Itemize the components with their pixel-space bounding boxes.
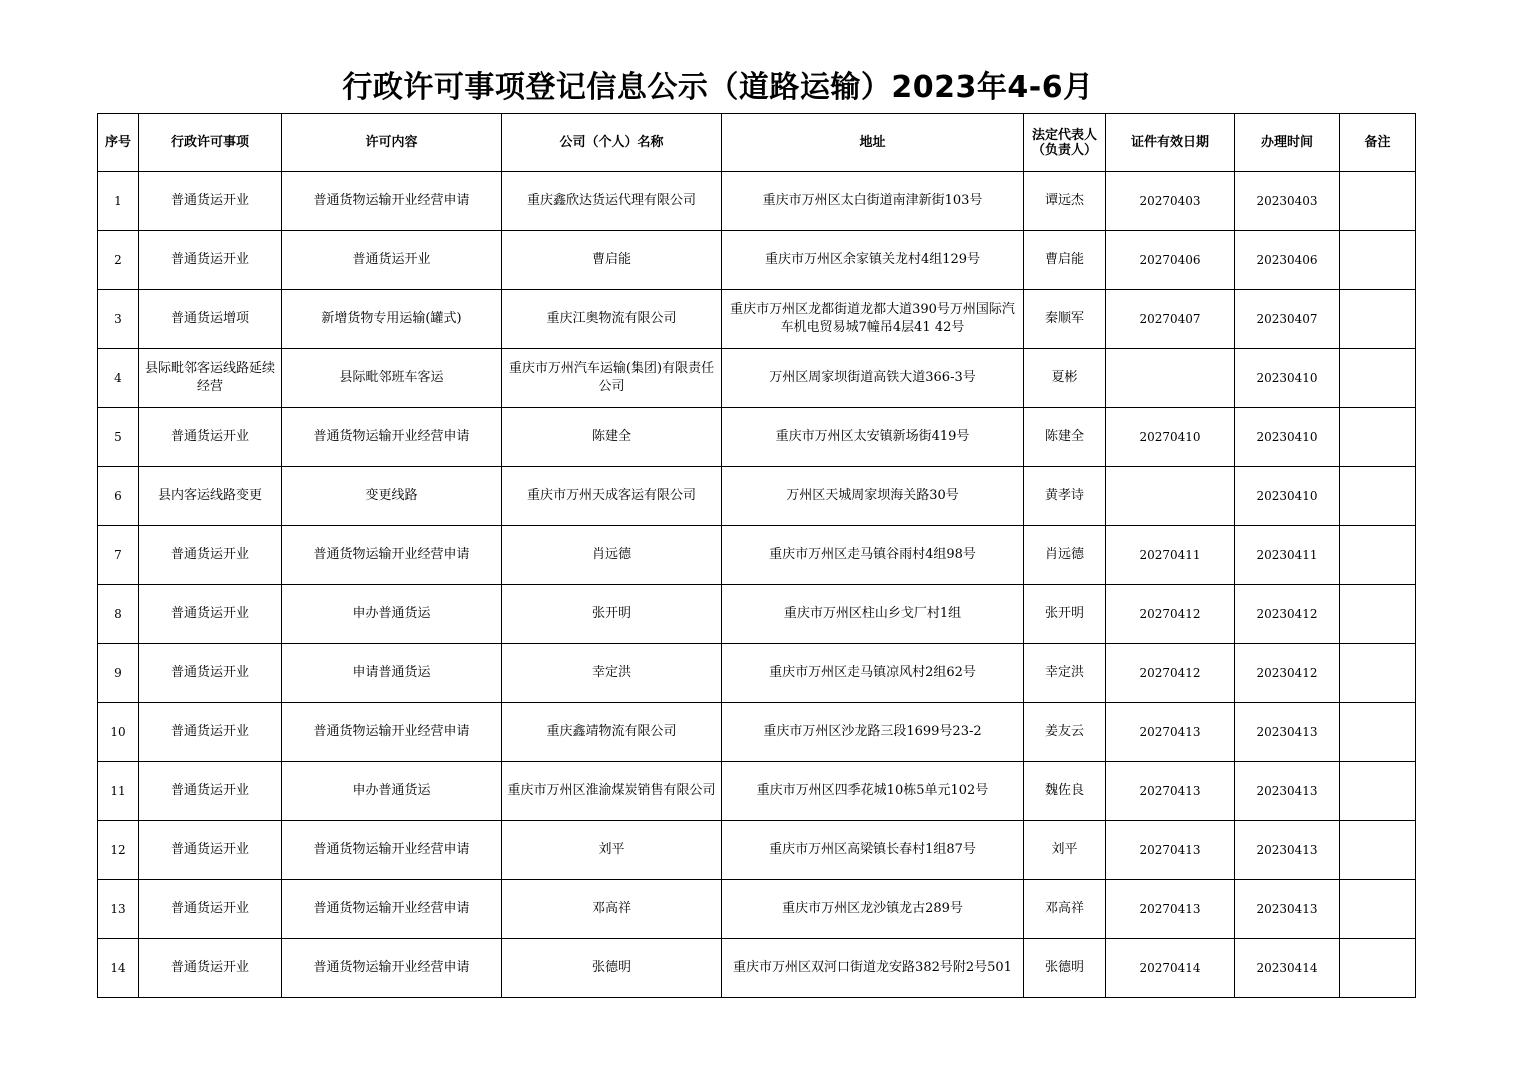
cell-company-name: 肖远德	[502, 526, 722, 585]
cell-permit-content: 县际毗邻班车客运	[282, 349, 502, 408]
cell-valid-date: 20270406	[1106, 231, 1235, 290]
cell-company-name: 重庆鑫靖物流有限公司	[502, 703, 722, 762]
cell-address: 重庆市万州区走马镇凉风村2组62号	[722, 644, 1024, 703]
cell-index: 4	[98, 349, 139, 408]
cell-remarks	[1340, 821, 1416, 880]
col-header-process-date: 办理时间	[1235, 114, 1340, 172]
cell-address: 重庆市万州区太白街道南津新街103号	[722, 172, 1024, 231]
cell-index: 8	[98, 585, 139, 644]
cell-process-date: 20230410	[1235, 349, 1340, 408]
cell-address: 重庆市万州区走马镇谷雨村4组98号	[722, 526, 1024, 585]
cell-legal-representative: 秦顺军	[1024, 290, 1106, 349]
cell-remarks	[1340, 880, 1416, 939]
cell-permit-content: 普通货物运输开业经营申请	[282, 821, 502, 880]
cell-remarks	[1340, 172, 1416, 231]
cell-permit-content: 普通货物运输开业经营申请	[282, 172, 502, 231]
col-header-company-name: 公司（个人）名称	[502, 114, 722, 172]
cell-address: 重庆市万州区四季花城10栋5单元102号	[722, 762, 1024, 821]
cell-address: 重庆市万州区柱山乡戈厂村1组	[722, 585, 1024, 644]
table-body	[98, 172, 1416, 998]
cell-process-date: 20230410	[1235, 408, 1340, 467]
page-title: 行政许可事项登记信息公示（道路运输）2023年4-6月	[342, 70, 1094, 105]
cell-company-name: 重庆市万州汽车运输(集团)有限责任公司	[502, 349, 722, 408]
table-row	[98, 703, 1416, 762]
col-header-valid-date: 证件有效日期	[1106, 114, 1235, 172]
cell-permit-content: 普通货物运输开业经营申请	[282, 880, 502, 939]
cell-permit-item: 普通货运开业	[139, 644, 282, 703]
cell-permit-item: 普通货运开业	[139, 762, 282, 821]
cell-remarks	[1340, 585, 1416, 644]
table-row	[98, 467, 1416, 526]
cell-valid-date: 20270411	[1106, 526, 1235, 585]
cell-valid-date: 20270413	[1106, 762, 1235, 821]
cell-permit-content: 申办普通货运	[282, 762, 502, 821]
cell-process-date: 20230411	[1235, 526, 1340, 585]
col-header-permit-item: 行政许可事项	[139, 114, 282, 172]
cell-legal-representative: 肖远德	[1024, 526, 1106, 585]
cell-process-date: 20230414	[1235, 939, 1340, 998]
cell-valid-date: 20270412	[1106, 585, 1235, 644]
cell-permit-content: 普通货物运输开业经营申请	[282, 408, 502, 467]
cell-permit-content: 申请普通货运	[282, 644, 502, 703]
cell-legal-representative: 张开明	[1024, 585, 1106, 644]
cell-valid-date: 20270413	[1106, 880, 1235, 939]
cell-index: 12	[98, 821, 139, 880]
cell-legal-representative: 黄孝诗	[1024, 467, 1106, 526]
table-row	[98, 408, 1416, 467]
cell-company-name: 幸定洪	[502, 644, 722, 703]
col-header-permit-content: 许可内容	[282, 114, 502, 172]
cell-legal-representative: 幸定洪	[1024, 644, 1106, 703]
cell-company-name: 重庆市万州天成客运有限公司	[502, 467, 722, 526]
cell-permit-item: 普通货运增项	[139, 290, 282, 349]
cell-process-date: 20230412	[1235, 644, 1340, 703]
cell-valid-date: 20270413	[1106, 703, 1235, 762]
cell-permit-content: 普通货物运输开业经营申请	[282, 526, 502, 585]
cell-valid-date: 20270403	[1106, 172, 1235, 231]
cell-address: 重庆市万州区沙龙路三段1699号23-2	[722, 703, 1024, 762]
cell-permit-content: 普通货物运输开业经营申请	[282, 939, 502, 998]
table-row	[98, 349, 1416, 408]
cell-address: 重庆市万州区龙都街道龙都大道390号万州国际汽车机电贸易城7幢吊4层41 42号	[722, 290, 1024, 349]
cell-remarks	[1340, 703, 1416, 762]
cell-index: 13	[98, 880, 139, 939]
table-row	[98, 526, 1416, 585]
cell-permit-item: 普通货运开业	[139, 172, 282, 231]
cell-process-date: 20230413	[1235, 821, 1340, 880]
cell-index: 10	[98, 703, 139, 762]
cell-index: 6	[98, 467, 139, 526]
cell-company-name: 张开明	[502, 585, 722, 644]
cell-index: 9	[98, 644, 139, 703]
cell-index: 3	[98, 290, 139, 349]
cell-company-name: 曹启能	[502, 231, 722, 290]
cell-remarks	[1340, 231, 1416, 290]
table-row	[98, 585, 1416, 644]
cell-legal-representative: 夏彬	[1024, 349, 1106, 408]
cell-valid-date: 20270414	[1106, 939, 1235, 998]
table-header-row	[98, 114, 1416, 172]
cell-permit-item: 普通货运开业	[139, 821, 282, 880]
cell-index: 11	[98, 762, 139, 821]
cell-permit-content: 普通货运开业	[282, 231, 502, 290]
cell-address: 重庆市万州区双河口街道龙安路382号附2号501	[722, 939, 1024, 998]
cell-index: 7	[98, 526, 139, 585]
cell-valid-date	[1106, 467, 1235, 526]
cell-process-date: 20230406	[1235, 231, 1340, 290]
cell-company-name: 张德明	[502, 939, 722, 998]
cell-valid-date	[1106, 349, 1235, 408]
table-row	[98, 762, 1416, 821]
cell-remarks	[1340, 644, 1416, 703]
col-header-remarks: 备注	[1340, 114, 1416, 172]
permit-table	[97, 113, 1416, 998]
cell-index: 14	[98, 939, 139, 998]
cell-remarks	[1340, 290, 1416, 349]
table-row	[98, 172, 1416, 231]
cell-address: 万州区周家坝街道高铁大道366-3号	[722, 349, 1024, 408]
cell-index: 1	[98, 172, 139, 231]
cell-company-name: 刘平	[502, 821, 722, 880]
cell-company-name: 重庆江奥物流有限公司	[502, 290, 722, 349]
cell-remarks	[1340, 762, 1416, 821]
cell-permit-item: 县际毗邻客运线路延续经营	[139, 349, 282, 408]
cell-process-date: 20230407	[1235, 290, 1340, 349]
cell-legal-representative: 刘平	[1024, 821, 1106, 880]
cell-legal-representative: 陈建全	[1024, 408, 1106, 467]
cell-company-name: 重庆鑫欣达货运代理有限公司	[502, 172, 722, 231]
col-header-legal-representative: 法定代表人（负责人）	[1024, 114, 1106, 172]
table-row	[98, 644, 1416, 703]
table-row	[98, 880, 1416, 939]
col-header-index: 序号	[98, 114, 139, 172]
cell-permit-content: 普通货物运输开业经营申请	[282, 703, 502, 762]
cell-permit-item: 普通货运开业	[139, 231, 282, 290]
cell-permit-item: 普通货运开业	[139, 526, 282, 585]
cell-address: 万州区天城周家坝海关路30号	[722, 467, 1024, 526]
cell-company-name: 重庆市万州区淮渝煤炭销售有限公司	[502, 762, 722, 821]
cell-process-date: 20230410	[1235, 467, 1340, 526]
cell-permit-item: 普通货运开业	[139, 585, 282, 644]
cell-process-date: 20230413	[1235, 880, 1340, 939]
cell-permit-item: 普通货运开业	[139, 939, 282, 998]
cell-legal-representative: 邓高祥	[1024, 880, 1106, 939]
cell-remarks	[1340, 939, 1416, 998]
table-row	[98, 821, 1416, 880]
cell-process-date: 20230403	[1235, 172, 1340, 231]
cell-valid-date: 20270412	[1106, 644, 1235, 703]
cell-permit-item: 普通货运开业	[139, 880, 282, 939]
cell-index: 2	[98, 231, 139, 290]
cell-legal-representative: 姜友云	[1024, 703, 1106, 762]
cell-company-name: 陈建全	[502, 408, 722, 467]
cell-remarks	[1340, 408, 1416, 467]
cell-address: 重庆市万州区龙沙镇龙古289号	[722, 880, 1024, 939]
cell-permit-item: 普通货运开业	[139, 703, 282, 762]
cell-permit-content: 申办普通货运	[282, 585, 502, 644]
cell-legal-representative: 曹启能	[1024, 231, 1106, 290]
cell-address: 重庆市万州区高梁镇长春村1组87号	[722, 821, 1024, 880]
cell-legal-representative: 谭远杰	[1024, 172, 1106, 231]
table-row	[98, 939, 1416, 998]
cell-remarks	[1340, 467, 1416, 526]
cell-company-name: 邓高祥	[502, 880, 722, 939]
cell-valid-date: 20270407	[1106, 290, 1235, 349]
cell-index: 5	[98, 408, 139, 467]
cell-permit-item: 普通货运开业	[139, 408, 282, 467]
cell-permit-content: 变更线路	[282, 467, 502, 526]
cell-legal-representative: 张德明	[1024, 939, 1106, 998]
cell-address: 重庆市万州区余家镇关龙村4组129号	[722, 231, 1024, 290]
cell-legal-representative: 魏佐良	[1024, 762, 1106, 821]
col-header-address: 地址	[722, 114, 1024, 172]
cell-permit-content: 新增货物专用运输(罐式)	[282, 290, 502, 349]
table-row	[98, 231, 1416, 290]
cell-process-date: 20230412	[1235, 585, 1340, 644]
cell-valid-date: 20270410	[1106, 408, 1235, 467]
cell-remarks	[1340, 349, 1416, 408]
table-row	[98, 290, 1416, 349]
cell-permit-item: 县内客运线路变更	[139, 467, 282, 526]
cell-process-date: 20230413	[1235, 762, 1340, 821]
cell-process-date: 20230413	[1235, 703, 1340, 762]
cell-remarks	[1340, 526, 1416, 585]
cell-valid-date: 20270413	[1106, 821, 1235, 880]
cell-address: 重庆市万州区太安镇新场街419号	[722, 408, 1024, 467]
